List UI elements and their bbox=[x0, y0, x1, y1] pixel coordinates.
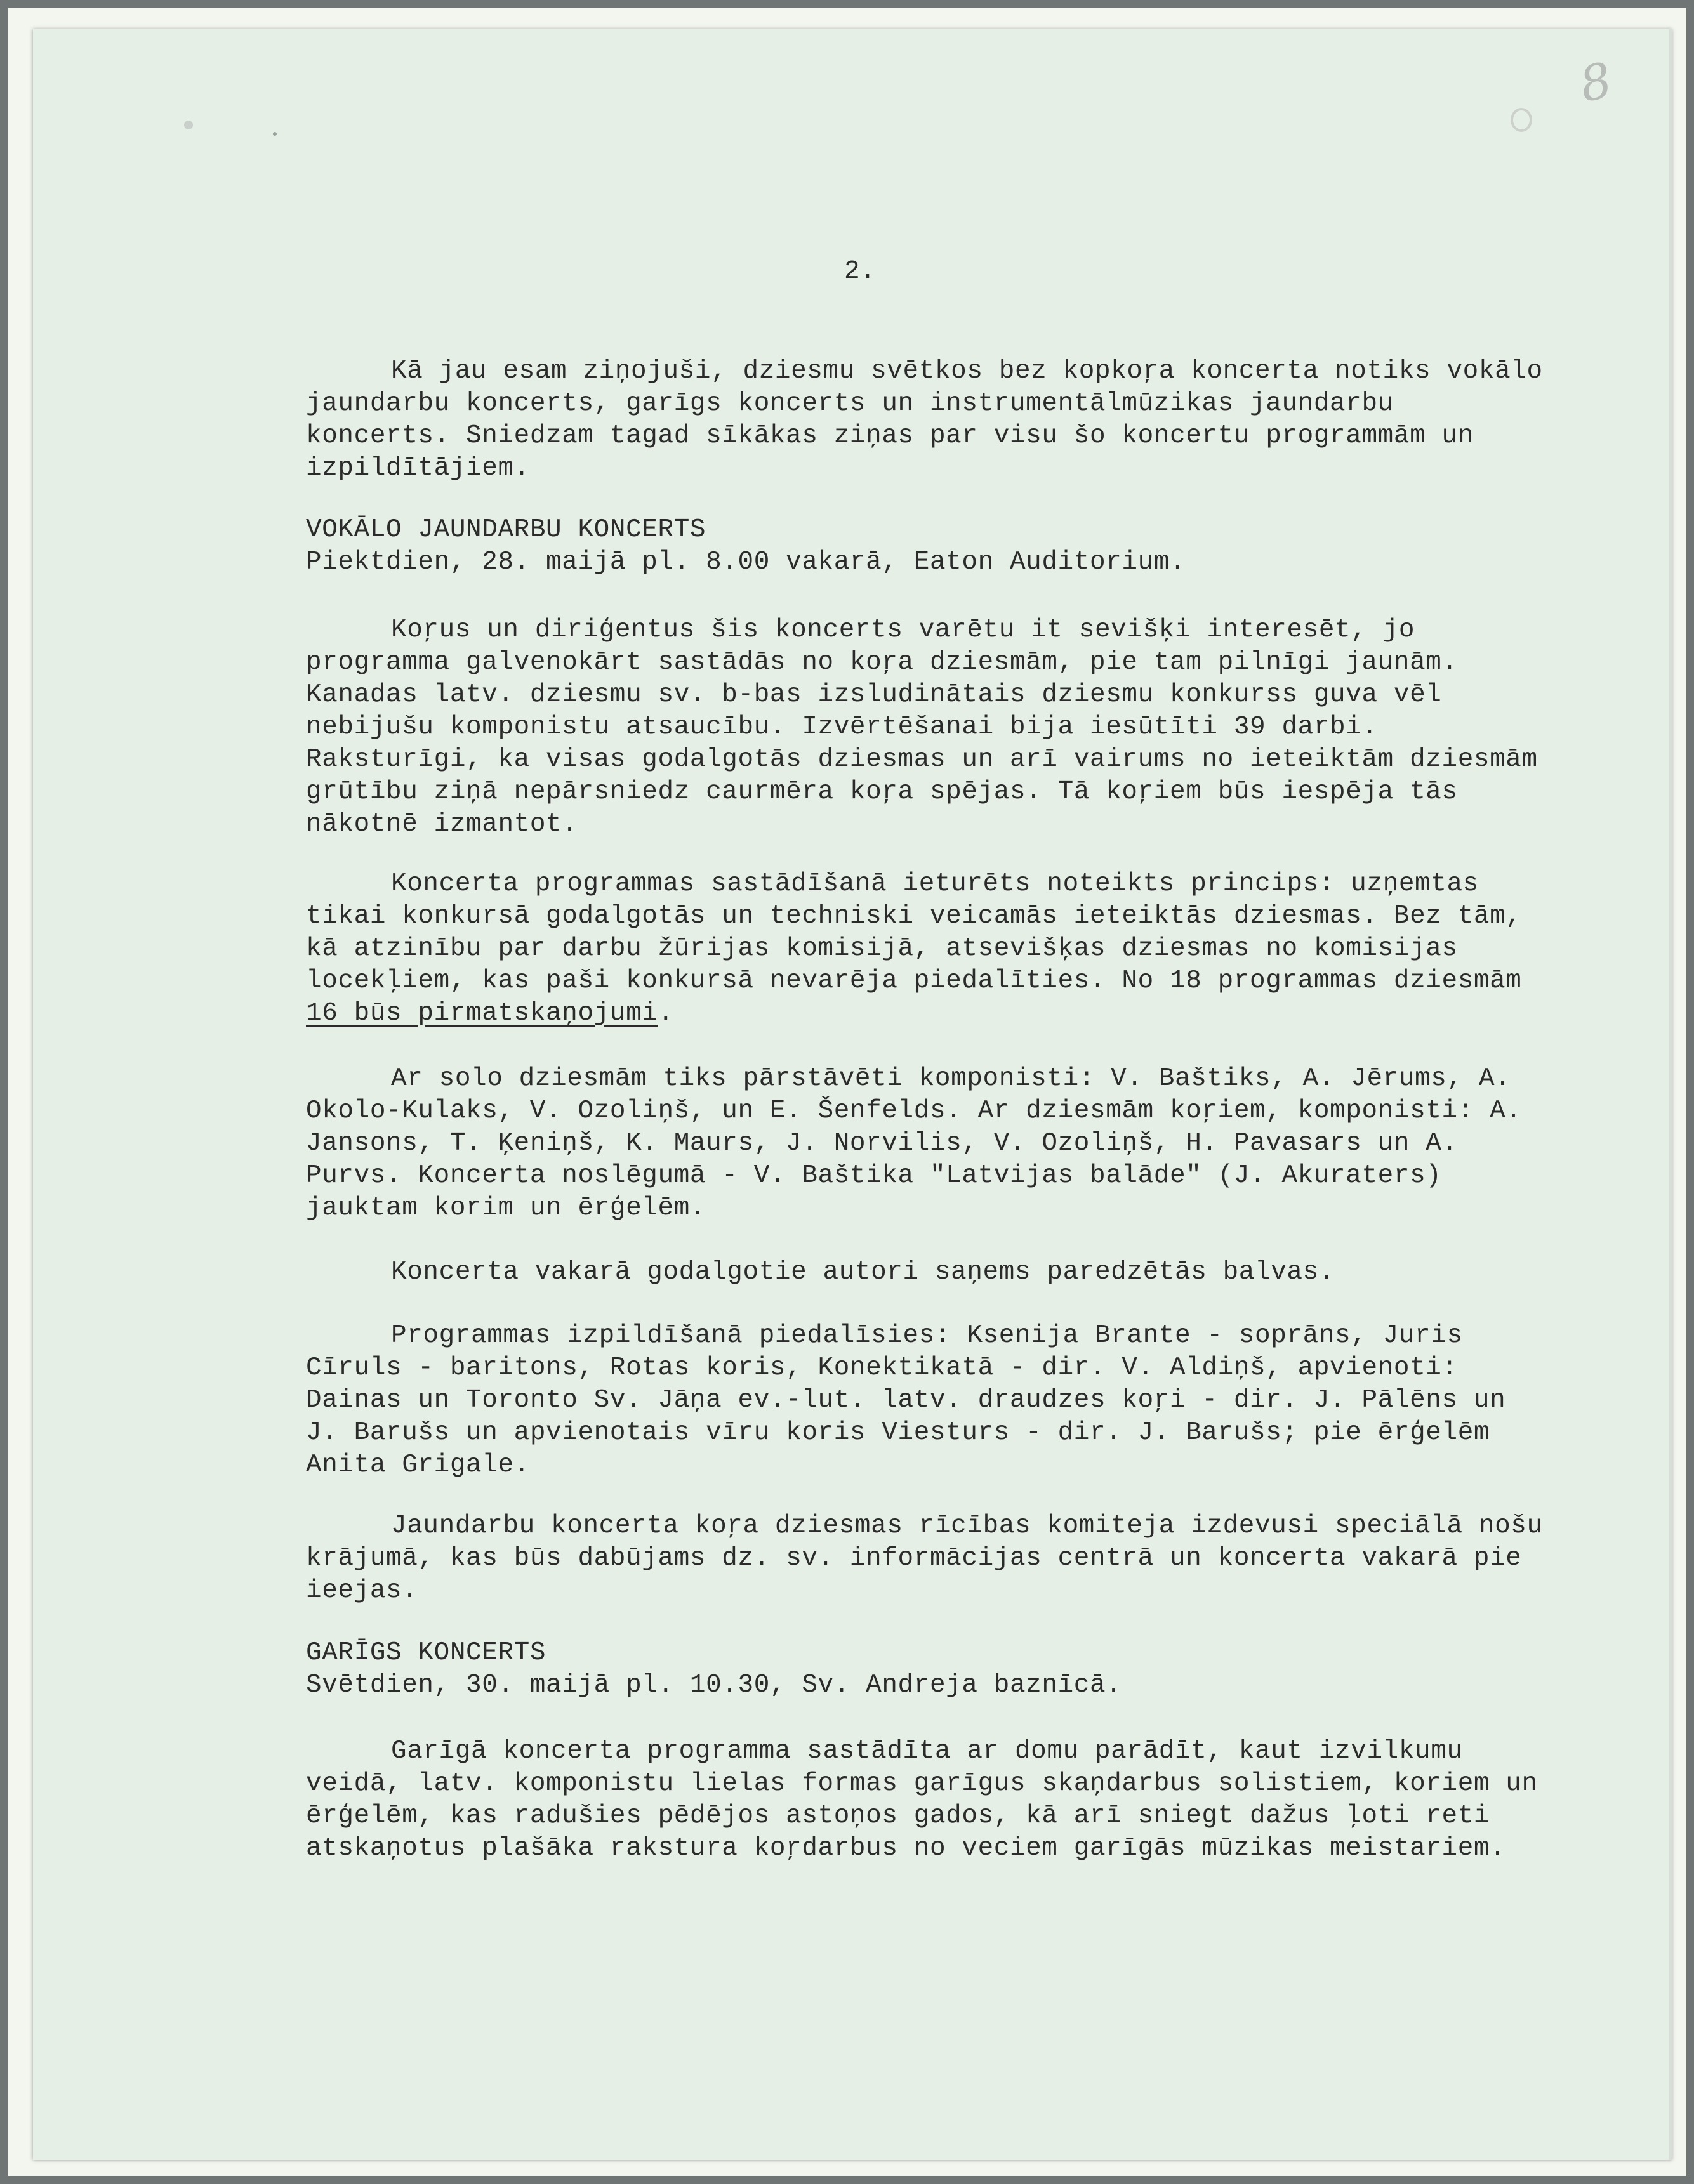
section-vocal-when: Piektdien, 28. maijā pl. 8.00 vakarā, Eaton Auditorium. bbox=[306, 548, 1186, 577]
punch-mark bbox=[184, 121, 193, 129]
scan-border-right bbox=[1686, 0, 1694, 2184]
intro-paragraph bbox=[306, 355, 1544, 485]
vocal-paragraph-6 bbox=[306, 1510, 1544, 1607]
vocal-text-5: Programmas izpildīšanā piedalīsies: Ksenija Brante - soprāns, Juris Cīruls - baritons, Rotas koris, Konektikatā - dir. V. Aldiņš, apvienoti: Dainas un Toronto Sv. Jāņa ev.-lut. latv. draudzes koŗi - dir. J. Pālēns un J. Barušs un apvienotais vīru koris Viesturs - dir. J. Barušs; pie ērģelēm Anita Grigale. bbox=[306, 1321, 1506, 1480]
scan-border-top bbox=[0, 0, 1694, 8]
scan-border-bottom bbox=[0, 2176, 1694, 2184]
punch-mark-small bbox=[273, 132, 277, 136]
vocal-paragraph-3 bbox=[306, 1063, 1544, 1225]
handwritten-page-mark: 8 bbox=[1575, 51, 1617, 114]
scan-border-left bbox=[0, 0, 8, 2184]
section-vocal bbox=[306, 514, 1544, 579]
vocal-paragraph-1 bbox=[306, 614, 1544, 841]
vocal-text-3: Ar solo dziesmām tiks pārstāvēti komponisti: V. Baštiks, A. Jērums, A. Okolo-Kulaks, V. Ozoliņš, un E. Šenfelds. Ar dziesmām koŗiem, komponisti: A. Jansons, T. Ķeniņš, K. Maurs, J. Norvilis, V. Ozoliņš, H. Pavasars un A. Purvs. Koncerta noslēgumā - V. Baštika "Latvijas balāde" (J. Akuraters) jauktam korim un ērģelēm. bbox=[306, 1064, 1522, 1223]
vocal-text-2-main: Koncerta programmas sastādīšanā ieturēts noteikts princips: uzņemtas tikai konkursā godalgotās un techniski veicamās ieteiktās dziesmas. Bez tām, kā atzinību par darbu žūrijas komisijā, atsevišķas dziesmas no komisijas locekļiem, kas paši konkursā nevarēja piedalīties. No 18 programmas dziesmām bbox=[306, 869, 1522, 996]
vocal-text-2-end: . bbox=[658, 999, 674, 1028]
section-sacred bbox=[306, 1637, 1544, 1702]
vocal-text-4: Koncerta vakarā godalgotie autori saņems paredzētās balvas. bbox=[391, 1258, 1335, 1287]
premieres-underlined: 16 būs pirmatskaņojumi bbox=[306, 999, 658, 1028]
sacred-text-1: Garīgā koncerta programma sastādīta ar domu parādīt, kaut izvilkumu veidā, latv. komponistu lielas formas garīgus skaņdarbus solistiem, koriem un ērģelēm, kas radušies pēdējos astoņos gados, kā arī sniegt dažus ļoti reti atskaņotus plašāka rakstura koŗdarbus no veciem garīgās mūzikas meistariem. bbox=[306, 1737, 1538, 1863]
intro-text: Kā jau esam ziņojuši, dziesmu svētkos bez kopkoŗa koncerta notiks vokālo jaundarbu koncerts, garīgs koncerts un instrumentālmūzikas jaundarbu koncerts. Sniedzam tagad sīkākas ziņas par visu šo koncertu programmām un izpildītājiem. bbox=[306, 357, 1543, 483]
page-number: 2. bbox=[844, 257, 876, 286]
vocal-paragraph-5 bbox=[306, 1320, 1544, 1482]
vocal-paragraph-2 bbox=[306, 868, 1544, 1030]
section-vocal-heading: VOKĀLO JAUNDARBU KONCERTS bbox=[306, 515, 706, 544]
vocal-paragraph-4 bbox=[306, 1256, 1544, 1289]
sacred-paragraph-1 bbox=[306, 1735, 1544, 1865]
vocal-text-2 bbox=[306, 868, 1544, 1030]
vocal-text-6: Jaundarbu koncerta koŗa dziesmas rīcības komiteja izdevusi speciālā nošu krājumā, kas būs dabūjams dz. sv. informācijas centrā un koncerta vakarā pie ieejas. bbox=[306, 1511, 1543, 1605]
vocal-text-1: Koŗus un diriģentus šis koncerts varētu it sevišķi interesēt, jo programma galvenokārt sastādās no koŗa dziesmām, pie tam pilnīgi jaunām. Kanadas latv. dziesmu sv. b-bas izsludinātais dziesmu konkurss guva vēl nebijušu komponistu atsaucību. Izvērtēšanai bija iesūtīti 39 darbi. Raksturīgi, ka visas godalgotās dziesmas un arī vairums no ieteiktām dziesmām grūtību ziņā nepārsniedz caurmēra koŗa spējas. Tā koŗiem būs iespēja tās nākotnē izmantot. bbox=[306, 615, 1538, 839]
paper-stain bbox=[1511, 108, 1532, 132]
section-sacred-heading: GARĪGS KONCERTS bbox=[306, 1638, 546, 1668]
section-sacred-when: Svētdien, 30. maijā pl. 10.30, Sv. Andreja baznīcā. bbox=[306, 1671, 1122, 1700]
